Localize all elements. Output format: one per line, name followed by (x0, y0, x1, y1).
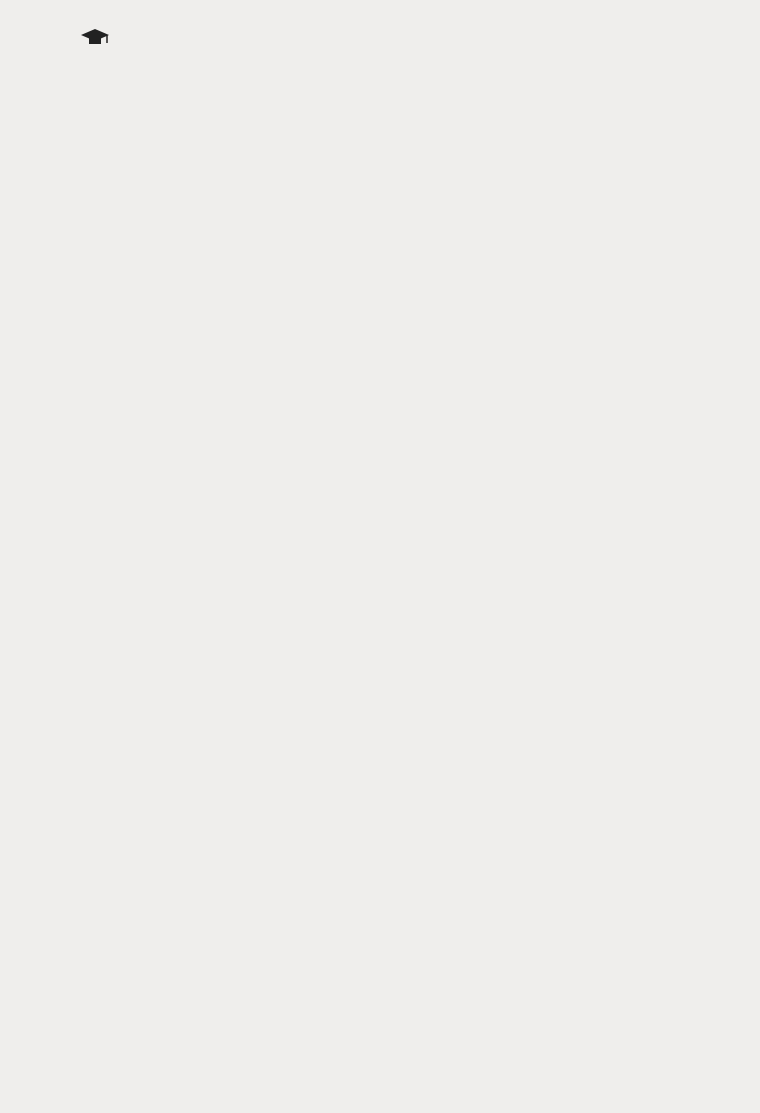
section-header (74, 37, 220, 53)
instruction-line-1 (38, 57, 718, 90)
instruction-line-2 (38, 90, 718, 123)
